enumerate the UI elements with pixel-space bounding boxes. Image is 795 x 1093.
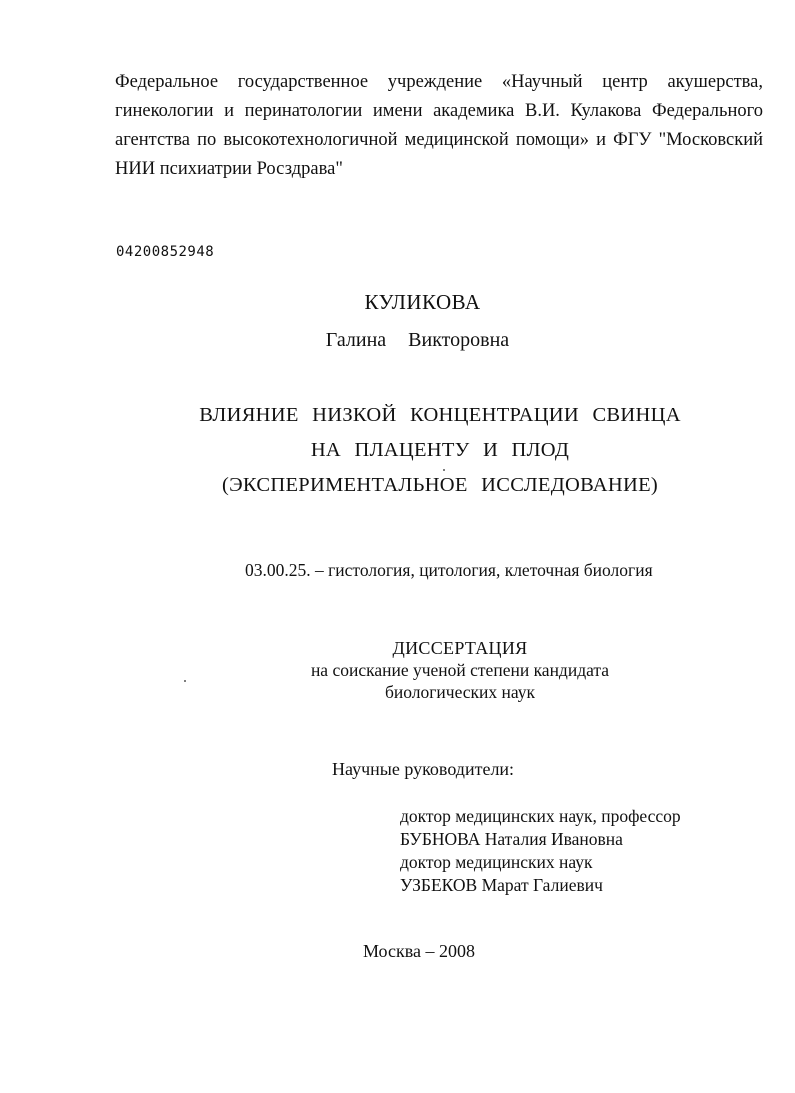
supervisor-2-degree: доктор медицинских наук: [400, 852, 593, 872]
dissertation-title: [180, 398, 700, 503]
thesis-description: [260, 637, 660, 703]
author-surname: КУЛИКОВА: [364, 290, 481, 314]
title-line-3: (ЭКСПЕРИМЕНТАЛЬНОЕ ИССЛЕДОВАНИЕ): [221, 474, 659, 496]
institution-line-1: Федеральное государственное учреждение «Научный центр акушерства,: [115, 72, 763, 92]
scan-speck: [443, 469, 445, 471]
supervisor-1-name: БУБНОВА Наталия Ивановна: [400, 829, 623, 849]
thesis-purpose-line-1: на соискание ученой степени кандидата: [310, 660, 610, 680]
place-and-year: Москва – 2008: [363, 941, 475, 961]
supervisor-2-name: УЗБЕКОВ Марат Галиевич: [400, 875, 603, 895]
institution-line-3: агентства по высокотехнологичной медицинской помощи» и ФГУ "Московский: [115, 130, 763, 150]
supervisor-1-degree: доктор медицинских наук, профессор: [400, 806, 681, 826]
catalog-stamp-number: 04200852948: [116, 244, 215, 260]
supervisors-list: [400, 805, 681, 897]
title-line-2: НА ПЛАЦЕНТУ И ПЛОД: [310, 439, 570, 461]
specialty-code: 03.00.25. – гистология, цитология, клеточная биология: [245, 560, 653, 580]
institution-line-4: НИИ психиатрии Росздрава": [115, 159, 343, 179]
author-given-names: Галина Викторовна: [325, 329, 510, 351]
institution-line-2: гинекологии и перинатологии имени академика В.И. Кулакова Федерального: [115, 101, 763, 121]
thesis-type: ДИССЕРТАЦИЯ: [392, 638, 528, 658]
institution-header: [115, 68, 763, 184]
title-line-1: ВЛИЯНИЕ НИЗКОЙ КОНЦЕНТРАЦИИ СВИНЦА: [199, 404, 681, 426]
supervisors-heading: Научные руководители:: [332, 759, 515, 779]
scan-speck: [184, 680, 186, 682]
thesis-purpose-line-2: биологических наук: [384, 682, 536, 702]
